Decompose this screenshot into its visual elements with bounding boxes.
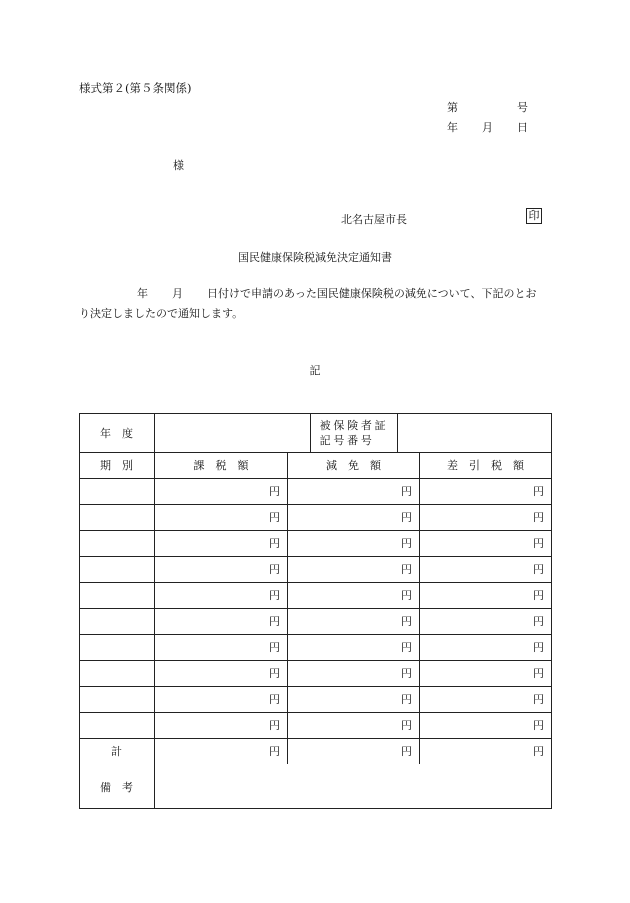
amount-cell-yen: 円 <box>401 615 412 628</box>
amount-cell-yen: 円 <box>401 589 412 602</box>
net-tax-header: 差 引 税 額 <box>447 459 524 472</box>
amount-cell-yen: 円 <box>269 667 280 680</box>
period-cell <box>79 582 154 608</box>
amount-cell-yen: 円 <box>533 615 544 628</box>
application-month: 月 <box>172 287 183 300</box>
amount-cell-yen: 円 <box>401 719 412 732</box>
period-cell <box>79 712 154 738</box>
remarks-value <box>155 764 551 809</box>
total-amount-cell-yen: 円 <box>269 745 280 758</box>
total-amount-cell-yen: 円 <box>401 745 412 758</box>
amount-cell-yen: 円 <box>401 693 412 706</box>
period-cell <box>79 504 154 530</box>
period-cell <box>79 660 154 686</box>
document-number-prefix: 第 <box>447 101 458 114</box>
application-year: 年 <box>137 287 148 300</box>
amount-cell-yen: 円 <box>269 511 280 524</box>
period-cell <box>79 608 154 634</box>
amount-cell-yen: 円 <box>269 563 280 576</box>
document-title: 国民健康保険税減免決定通知書 <box>238 251 392 264</box>
amount-cell-yen: 円 <box>269 641 280 654</box>
amount-cell-yen: 円 <box>533 589 544 602</box>
amount-cell-yen: 円 <box>269 485 280 498</box>
table-border-right <box>551 413 552 809</box>
amount-cell-yen: 円 <box>269 719 280 732</box>
form-number-label: 様式第２(第５条関係) <box>79 81 192 95</box>
amount-cell-yen: 円 <box>269 537 280 550</box>
issue-date-year: 年 <box>447 121 458 134</box>
insured-cert-label-line-1: 被保険者証 <box>319 418 389 432</box>
insured-cert-label-line-2: 記号番号 <box>319 433 375 447</box>
insured-cert-label <box>311 413 397 452</box>
amount-cell-yen: 円 <box>401 563 412 576</box>
issuer-name: 北名古屋市長 <box>341 213 407 226</box>
amount-cell-yen: 円 <box>533 693 544 706</box>
total-amount-cell-yen: 円 <box>533 745 544 758</box>
period-cell <box>79 634 154 660</box>
amount-cell-yen: 円 <box>401 485 412 498</box>
assessed-tax-header: 課 税 額 <box>193 459 249 472</box>
amount-cell-yen: 円 <box>401 511 412 524</box>
remarks-label: 備 考 <box>100 780 133 794</box>
amount-cell-yen: 円 <box>533 667 544 680</box>
amount-cell-yen: 円 <box>401 641 412 654</box>
period-cell <box>79 686 154 712</box>
total-label: 計 <box>111 745 122 758</box>
amount-cell-yen: 円 <box>269 615 280 628</box>
fiscal-year-value <box>155 413 310 452</box>
amount-cell-yen: 円 <box>533 641 544 654</box>
amount-cell-yen: 円 <box>401 667 412 680</box>
fiscal-year-label: 年 度 <box>100 426 133 440</box>
issue-date-day: 日 <box>517 121 528 134</box>
tax-reduction-table <box>79 413 552 809</box>
notice-body-line-2: り決定しましたので通知します。 <box>79 307 244 320</box>
amount-cell-yen: 円 <box>533 511 544 524</box>
issue-date-month: 月 <box>482 121 493 134</box>
amount-cell-yen: 円 <box>533 563 544 576</box>
document-number-suffix: 号 <box>517 101 528 114</box>
amount-cell-yen: 円 <box>533 719 544 732</box>
amount-cell-yen: 円 <box>533 537 544 550</box>
period-cell <box>79 556 154 582</box>
amount-cell-yen: 円 <box>533 485 544 498</box>
period-header: 期 別 <box>100 459 133 472</box>
period-cell <box>79 530 154 556</box>
ki-heading: 記 <box>309 364 321 377</box>
amount-cell-yen: 円 <box>269 589 280 602</box>
amount-cell-yen: 円 <box>269 693 280 706</box>
reduction-amount-header: 減 免 額 <box>326 459 381 472</box>
official-seal-icon: 印 <box>526 208 542 224</box>
addressee-honorific: 様 <box>173 159 184 172</box>
notice-body-text: 日付けで申請のあった国民健康保険税の減免について、下記のとお <box>207 287 537 300</box>
period-cell <box>79 478 154 504</box>
notice-body-line-1 <box>137 285 536 301</box>
amount-cell-yen: 円 <box>401 537 412 550</box>
insured-cert-value <box>398 413 551 452</box>
insured-cert-label-stack <box>320 418 389 448</box>
